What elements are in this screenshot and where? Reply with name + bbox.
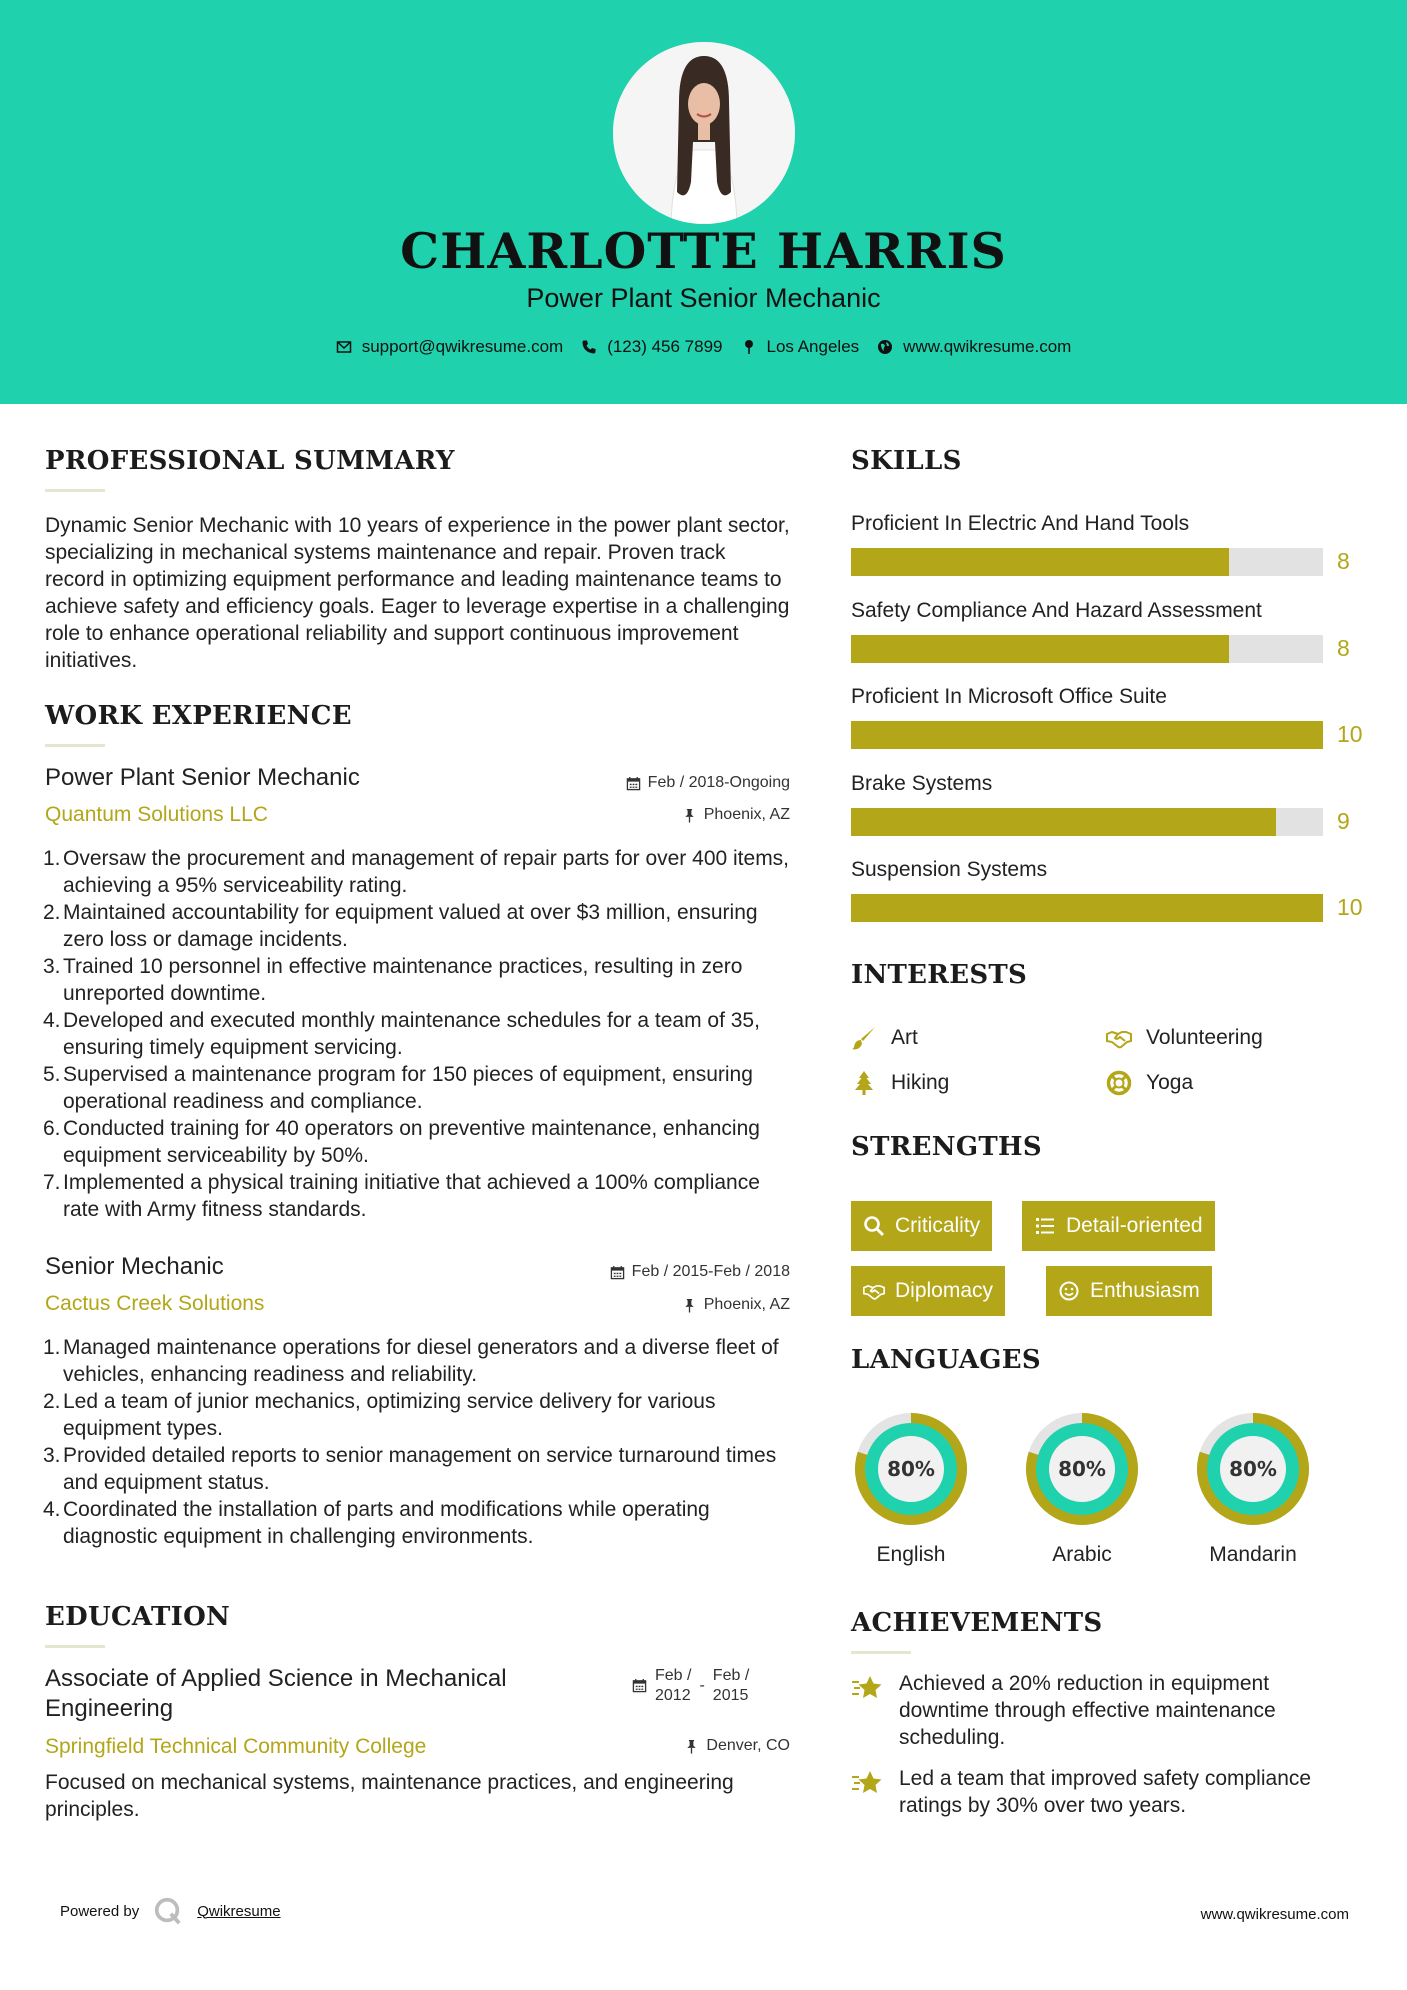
- skill-bar-fill: [851, 721, 1323, 749]
- experience-divider: [45, 744, 105, 747]
- summary-heading: PROFESSIONAL SUMMARY: [45, 446, 455, 476]
- list-item: 2. Maintained accountability for equipment valued at over $3 million, ensuring zero loss or damage incidents.: [43, 901, 758, 951]
- experience-heading: WORK EXPERIENCE: [45, 701, 352, 731]
- job-bullets: [45, 1334, 800, 1550]
- skill-level: 8: [1337, 548, 1350, 574]
- school-name: Springfield Technical Community College: [45, 1735, 427, 1758]
- skill-level: 9: [1337, 807, 1350, 834]
- contact-email-text: support@qwikresume.com: [361, 337, 564, 356]
- globe-icon: [877, 339, 893, 355]
- degree-title: Associate of Applied Science in Mechanical Engineering: [45, 1665, 507, 1722]
- list-item: 3. Provided detailed reports to senior management on service turnaround times and equipment status.: [43, 1444, 777, 1494]
- language-percent: 80%: [1058, 1457, 1106, 1481]
- education-location: [684, 1737, 790, 1755]
- calendar-icon: [626, 776, 641, 791]
- strength-chip: Detail-oriented: [1022, 1201, 1215, 1251]
- job-dates: [610, 1263, 790, 1281]
- skill-bar-track: [851, 808, 1323, 836]
- skill-bar-track: [851, 548, 1323, 576]
- smile-icon: [1058, 1280, 1080, 1302]
- skill-name: Brake Systems: [851, 771, 993, 795]
- handshake-icon: [1106, 1025, 1132, 1051]
- achievements-divider: [851, 1651, 911, 1654]
- education-end-date: Feb / 2015: [712, 1667, 750, 1704]
- calendar-icon: [632, 1678, 647, 1693]
- education-location-text: Denver, CO: [706, 1737, 790, 1754]
- tree-icon: [851, 1070, 877, 1096]
- strengths-heading: STRENGTHS: [851, 1132, 1042, 1162]
- skill-bar-fill: [851, 548, 1229, 576]
- skill-bar-track: [851, 894, 1323, 922]
- education-heading: EDUCATION: [45, 1602, 231, 1632]
- achievements-heading: ACHIEVEMENTS: [851, 1608, 1103, 1638]
- interest-art: Art: [851, 1025, 918, 1051]
- skill-bar-fill: [851, 894, 1323, 922]
- skill-level: 10: [1337, 894, 1363, 920]
- education-description: Focused on mechanical systems, maintenance practices, and engineering principles.: [45, 1771, 734, 1821]
- language-gauge: [1020, 1407, 1144, 1566]
- language-percent: 80%: [887, 1457, 935, 1481]
- language-gauge: [849, 1407, 973, 1566]
- calendar-icon: [610, 1265, 625, 1280]
- education-divider: [45, 1645, 105, 1648]
- language-name: English: [876, 1543, 946, 1566]
- pushpin-icon: [682, 808, 697, 823]
- skill-bar-fill: [851, 635, 1229, 663]
- list-item: 3. Trained 10 personnel in effective maintenance practices, resulting in zero unreported downtime.: [43, 955, 743, 1005]
- contact-location: [741, 337, 860, 357]
- skills-heading: SKILLS: [851, 446, 962, 476]
- interest-volunteering: Volunteering: [1106, 1025, 1263, 1051]
- strength-chip: Enthusiasm: [1046, 1266, 1212, 1316]
- job-location: [682, 1296, 790, 1314]
- skill-name: Proficient In Electric And Hand Tools: [851, 512, 1190, 535]
- summary-text: Dynamic Senior Mechanic with 10 years of experience in the power plant sector, specializing in mechanical systems maintenance and repair. Proven track record in optimizing equipment performance and leading maintenance teams to achieve safety and efficiency goals. Eager to leverage expertise in a challenging role to enhance operational reliability and support continuous improvement initiatives.: [45, 514, 790, 672]
- lifebuoy-icon: [1106, 1070, 1132, 1096]
- job-dates-text: Feb / 2018-Ongoing: [647, 774, 790, 791]
- job-location-text: Phoenix, AZ: [703, 1296, 790, 1313]
- skill-level: 10: [1337, 721, 1363, 747]
- qwikresume-logo-icon: [153, 1896, 183, 1926]
- skill-name: Suspension Systems: [851, 858, 1048, 881]
- skill-bar-track: [851, 721, 1323, 749]
- phone-icon: [581, 339, 597, 355]
- language-name: Arabic: [1052, 1543, 1112, 1566]
- handshake-icon: [863, 1280, 885, 1302]
- list-item: 6. Conducted training for 40 operators on preventive maintenance, enhancing equipment serviceability by 50%.: [43, 1117, 760, 1167]
- interest-yoga: Yoga: [1106, 1070, 1193, 1096]
- search-icon: [863, 1215, 885, 1237]
- list-item: 7. Implemented a physical training initiative that achieved a 100% compliance rate with Army fitness standards.: [43, 1171, 760, 1221]
- profile-photo: [613, 42, 795, 224]
- language-name: Mandarin: [1209, 1543, 1297, 1566]
- education-start-date: Feb / 2012: [655, 1667, 692, 1704]
- candidate-title: Power Plant Senior Mechanic: [526, 283, 881, 313]
- language-percent: 80%: [1229, 1457, 1277, 1481]
- skill-bar-fill: [851, 808, 1276, 836]
- achievement-item: Led a team that improved safety compliance ratings by 30% over two years.: [851, 1765, 1351, 1819]
- paintbrush-icon: [851, 1025, 877, 1051]
- strength-chip: Criticality: [851, 1201, 992, 1251]
- star-award-icon: [851, 1767, 883, 1799]
- language-gauge: [1191, 1407, 1315, 1566]
- job-title: Power Plant Senior Mechanic: [45, 764, 360, 791]
- job-company: Quantum Solutions LLC: [45, 803, 268, 826]
- summary-divider: [45, 489, 105, 492]
- qwikresume-link[interactable]: Qwikresume: [197, 1902, 281, 1920]
- skill-name: Proficient In Microsoft Office Suite: [851, 685, 1167, 708]
- list-item: 1. Managed maintenance operations for diesel generators and a diverse fleet of vehicles, enhancing readiness and reliability.: [43, 1336, 779, 1386]
- candidate-name: CHARLOTTE HARRIS: [400, 222, 1007, 280]
- contact-phone[interactable]: [581, 337, 722, 357]
- list-item: 2. Led a team of junior mechanics, optimizing service delivery for various equipment types.: [43, 1390, 716, 1440]
- list-item: 1. Oversaw the procurement and management of repair parts for over 400 items, achieving a 95% serviceability rating.: [43, 847, 790, 897]
- interest-hiking: Hiking: [851, 1070, 949, 1096]
- list-item: 4. Coordinated the installation of parts and modifications while operating diagnostic equipment in challenging environments.: [43, 1498, 710, 1548]
- contact-website[interactable]: [877, 337, 1071, 357]
- contact-email[interactable]: [336, 337, 564, 357]
- education-dates: Feb / 2012 - Feb / 2015: [632, 1666, 749, 1706]
- job-title: Senior Mechanic: [45, 1253, 224, 1280]
- job-bullets: [45, 845, 800, 1223]
- job-location-text: Phoenix, AZ: [703, 806, 790, 823]
- contact-website-text: www.qwikresume.com: [903, 337, 1072, 356]
- skill-level: 8: [1337, 634, 1350, 661]
- list-item: 4. Developed and executed monthly maintenance schedules for a team of 35, ensuring timely equipment servicing.: [43, 1009, 760, 1059]
- skill-name: Safety Compliance And Hazard Assessment: [851, 598, 1262, 622]
- footer-url[interactable]: www.qwikresume.com: [1200, 1906, 1349, 1923]
- list-icon: [1034, 1215, 1056, 1237]
- powered-by-label: Powered by: [60, 1902, 140, 1920]
- envelope-icon: [336, 339, 352, 355]
- languages-heading: LANGUAGES: [851, 1345, 1041, 1375]
- contact-bar: [0, 337, 1407, 357]
- job-location: [682, 806, 790, 824]
- interests-heading: INTERESTS: [851, 960, 1028, 990]
- star-award-icon: [851, 1672, 883, 1704]
- job-dates: [626, 774, 790, 792]
- job-company: Cactus Creek Solutions: [45, 1292, 265, 1315]
- footer-powered-by: [60, 1896, 281, 1926]
- list-item: 5. Supervised a maintenance program for 150 pieces of equipment, ensuring operational readiness and compliance.: [43, 1063, 753, 1113]
- map-pin-icon: [741, 339, 757, 355]
- strength-chip: Diplomacy: [851, 1266, 1005, 1316]
- achievement-item: Achieved a 20% reduction in equipment downtime through effective maintenance scheduling.: [851, 1670, 1351, 1751]
- pushpin-icon: [682, 1298, 697, 1313]
- contact-location-text: Los Angeles: [766, 337, 860, 356]
- skill-bar-track: [851, 635, 1323, 663]
- job-dates-text: Feb / 2015-Feb / 2018: [631, 1263, 790, 1280]
- contact-phone-text: (123) 456 7899: [607, 337, 723, 356]
- pushpin-icon: [684, 1739, 699, 1754]
- resume-header: [0, 0, 1407, 404]
